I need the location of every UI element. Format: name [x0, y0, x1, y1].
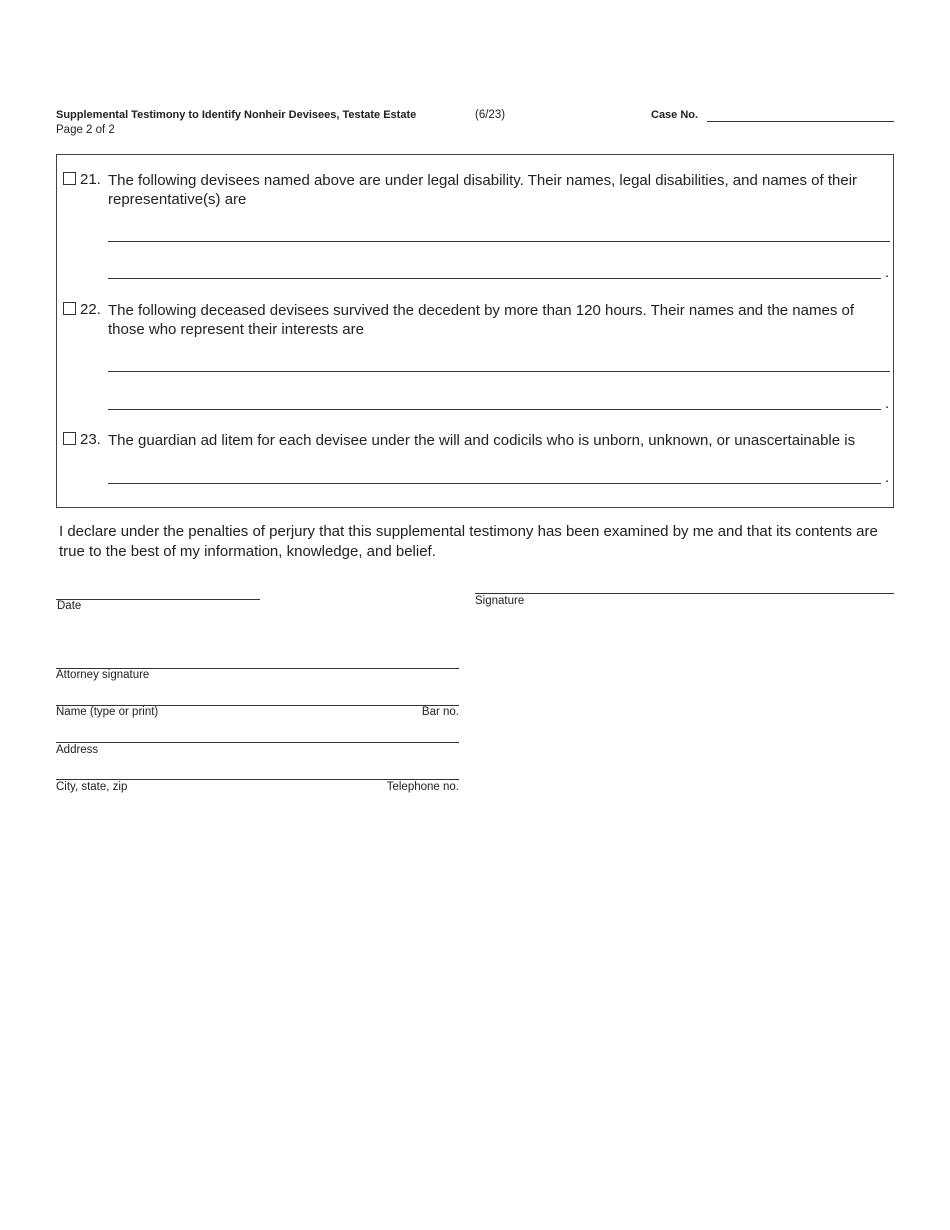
page-number: Page 2 of 2	[56, 124, 115, 136]
item-22-field-line-2[interactable]	[108, 409, 881, 410]
form-revision: (6/23)	[475, 109, 506, 121]
address-label: Address	[56, 744, 99, 756]
date-field[interactable]	[56, 599, 260, 600]
signature-field[interactable]	[475, 593, 894, 594]
perjury-declaration: I declare under the penalties of perjury that this supplemental testimony has been examined by me and that its contents are true to the best of my information, knowledge, and belief.	[59, 523, 878, 560]
bar-number-label: Bar no.	[421, 706, 459, 718]
item-22-number: 22.	[80, 301, 101, 318]
city-telephone-field[interactable]	[56, 779, 459, 780]
date-label: Date	[57, 600, 82, 612]
form-title: Supplemental Testimony to Identify Nonheir Devisees, Testate Estate	[56, 109, 417, 121]
item-21-period: .	[885, 264, 890, 281]
item-23-period: .	[885, 469, 890, 486]
item-23-number: 23.	[80, 431, 101, 448]
item-21-field-line-1[interactable]	[108, 241, 890, 242]
item-22-checkbox[interactable]	[63, 302, 76, 315]
item-21-number: 21.	[80, 171, 101, 188]
item-21-field-line-2[interactable]	[108, 278, 881, 279]
attorney-signature-label: Attorney signature	[56, 669, 150, 681]
case-number-field[interactable]	[707, 121, 894, 122]
address-field[interactable]	[56, 742, 459, 743]
case-number-label: Case No.	[651, 109, 699, 121]
item-22-period: .	[885, 395, 890, 412]
item-23-checkbox[interactable]	[63, 432, 76, 445]
item-23-text: The guardian ad litem for each devisee under the will and codicils who is unborn, unknown, or unascertainable is	[108, 432, 856, 449]
item-21-checkbox[interactable]	[63, 172, 76, 185]
name-label: Name (type or print)	[56, 706, 159, 718]
item-22-field-line-1[interactable]	[108, 371, 890, 372]
item-23-field-line[interactable]	[108, 483, 881, 484]
item-21-text: The following devisees named above are under legal disability. Their names, legal disabilities, and names of their representative(s) are	[108, 172, 858, 208]
city-state-zip-label: City, state, zip	[56, 781, 128, 793]
telephone-label: Telephone no.	[386, 781, 459, 793]
item-22-text: The following deceased devisees survived the decedent by more than 120 hours. Their names and the names of those who represent their interests are	[108, 302, 855, 338]
signature-label: Signature	[475, 595, 525, 607]
